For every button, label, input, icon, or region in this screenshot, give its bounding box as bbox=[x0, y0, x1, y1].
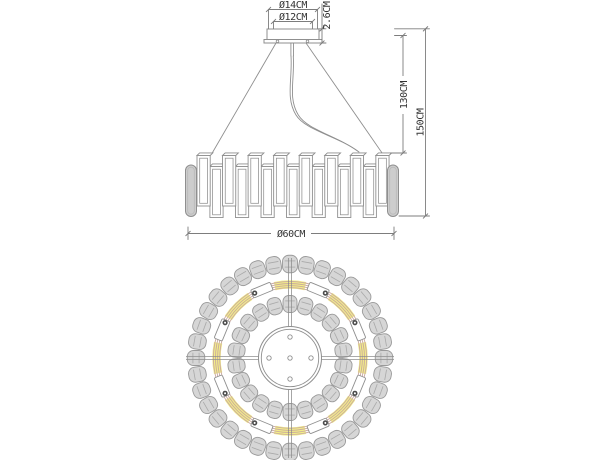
side-elevation-view bbox=[186, 0, 430, 240]
label-suspension-drop: 130CM bbox=[399, 80, 410, 110]
label-canopy-height: 2.6CM bbox=[322, 1, 333, 30]
crystal-bead bbox=[373, 365, 393, 383]
crystal-bead bbox=[373, 333, 393, 351]
hole-left bbox=[267, 356, 271, 360]
plan-view bbox=[186, 255, 394, 460]
crystal-bead bbox=[265, 441, 283, 460]
hole-bottom bbox=[288, 377, 292, 381]
canopy-screw-right bbox=[306, 40, 309, 43]
end-capsule bbox=[388, 165, 399, 217]
crystal-bead bbox=[297, 256, 315, 276]
label-total-height: 150CM bbox=[415, 108, 427, 137]
led-connector bbox=[214, 375, 230, 398]
center-mounting-plate bbox=[259, 327, 322, 390]
end-capsule bbox=[186, 165, 197, 217]
crystal-bead bbox=[375, 351, 393, 366]
crystal-bead bbox=[283, 443, 298, 460]
crystal-bead bbox=[297, 441, 315, 460]
hole-right bbox=[309, 356, 313, 360]
left-cable bbox=[213, 43, 277, 153]
canopy-plate bbox=[264, 40, 322, 44]
label-fixture-diameter: Ø60CM bbox=[276, 229, 306, 240]
ceiling-canopy bbox=[264, 29, 322, 56]
fixture-body-side bbox=[186, 153, 399, 218]
led-connector bbox=[307, 418, 330, 434]
crystal-bead bbox=[283, 296, 297, 313]
led-connector bbox=[214, 319, 230, 342]
crystal-bead bbox=[187, 351, 205, 366]
label-canopy-outer-diameter: Ø14CM bbox=[278, 0, 308, 11]
crystal-bead bbox=[283, 255, 298, 273]
center-hole bbox=[288, 356, 292, 360]
crystal-bead bbox=[265, 256, 283, 276]
hole-top bbox=[288, 335, 292, 339]
led-connector bbox=[350, 375, 366, 398]
crystal-bead bbox=[188, 333, 208, 351]
suspension-cables bbox=[213, 43, 390, 163]
canopy-body bbox=[267, 29, 319, 40]
canopy-screw-left bbox=[276, 40, 279, 43]
led-connector bbox=[307, 282, 330, 298]
led-connector bbox=[251, 282, 274, 298]
led-connector bbox=[251, 418, 274, 434]
label-canopy-inner-diameter: Ø12CM bbox=[278, 12, 308, 23]
crystal-bead bbox=[283, 404, 297, 421]
led-connector bbox=[350, 319, 366, 342]
crystal-bead bbox=[188, 365, 208, 383]
